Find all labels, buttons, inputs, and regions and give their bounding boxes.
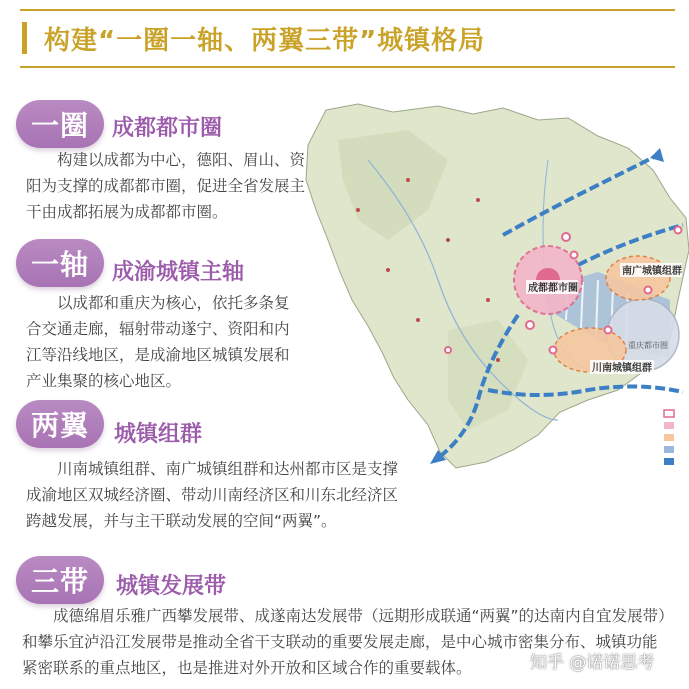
town-dot	[416, 318, 420, 322]
legend-swatch	[664, 410, 674, 417]
town-dot	[356, 208, 360, 212]
section-text-liangyi: 川南城镇组群、南广城镇组群和达州都市区是支撑成渝地区双城经济圈、带动川南经济区和川东北经济区跨越发展，并与主干联动发展的空间“两翼”。	[26, 460, 399, 530]
town-dot	[476, 198, 480, 202]
legend-swatch	[664, 422, 674, 429]
town-dot	[486, 298, 490, 302]
town-dot	[386, 268, 390, 272]
nanguang-cluster	[606, 256, 670, 300]
town-dot	[446, 238, 450, 242]
title-accent-bar	[22, 22, 27, 54]
watermark: 知乎 @诺诺思考	[530, 653, 655, 673]
chongqing-label: 重庆都市圈	[628, 341, 668, 350]
heading-chengyu-axis: 成渝城镇主轴	[112, 260, 245, 285]
legend-swatch	[664, 434, 674, 441]
city-dot	[562, 233, 570, 241]
town-dot	[496, 358, 500, 362]
badge-yizhou: 一轴	[16, 239, 104, 287]
heading-town-clusters: 城镇组群	[114, 422, 203, 447]
city-dot	[445, 347, 451, 353]
map-legend	[664, 410, 674, 465]
city-dot	[645, 287, 652, 294]
city-dot	[571, 252, 578, 259]
badge-liangyi: 两翼	[16, 400, 104, 448]
section-text-yizhou: 以成都和重庆为核心，依托多条复合交通走廊，辐射带动遂宁、资阳和内江等沿线地区，是成渝地区城镇发展和产业集聚的核心地区。	[26, 294, 290, 390]
legend-swatch	[664, 458, 674, 465]
legend-swatch	[664, 446, 674, 453]
badge-sandai: 三带	[16, 556, 104, 604]
heading-chengdu-metro: 成都都市圈	[112, 116, 223, 141]
top-rule	[20, 9, 675, 11]
title-underline	[20, 66, 675, 68]
section-text-yiquan: 构建以成都为中心，德阳、眉山、资阳为支撑的成都都市圈，促进全省发展主干由成都拓展为成都都市圈。	[26, 151, 306, 221]
nanguang-label: 南广城镇组群	[622, 266, 682, 277]
town-dot	[406, 178, 410, 182]
chengdu-label: 成都都市圈	[528, 283, 578, 294]
city-dot	[550, 347, 557, 354]
section-text-sandai: 成德绵眉乐雅广西攀发展带、成遂南达发展带（远期形成联通“两翼”的达南内自宜发展带）和攀乐宜泸沿江发展带是推动全省干支联动的重要发展走廊，是中心城市密集分布、城镇功能紧密联系的重点地区，也是推进对外开放和区域合作的重要载体。	[22, 607, 666, 677]
belt-arrowhead-north	[650, 148, 664, 162]
page-title: 构建“一圈一轴、两翼三带”城镇格局	[44, 26, 486, 56]
heading-development-belts: 城镇发展带	[116, 574, 227, 599]
city-dot	[675, 227, 682, 234]
sichuan-urban-pattern-map	[298, 100, 689, 475]
badge-yiquan: 一圈	[16, 100, 104, 148]
chuannan-label: 川南城镇组群	[592, 363, 652, 374]
city-dot	[605, 327, 612, 334]
city-dot	[526, 321, 534, 329]
